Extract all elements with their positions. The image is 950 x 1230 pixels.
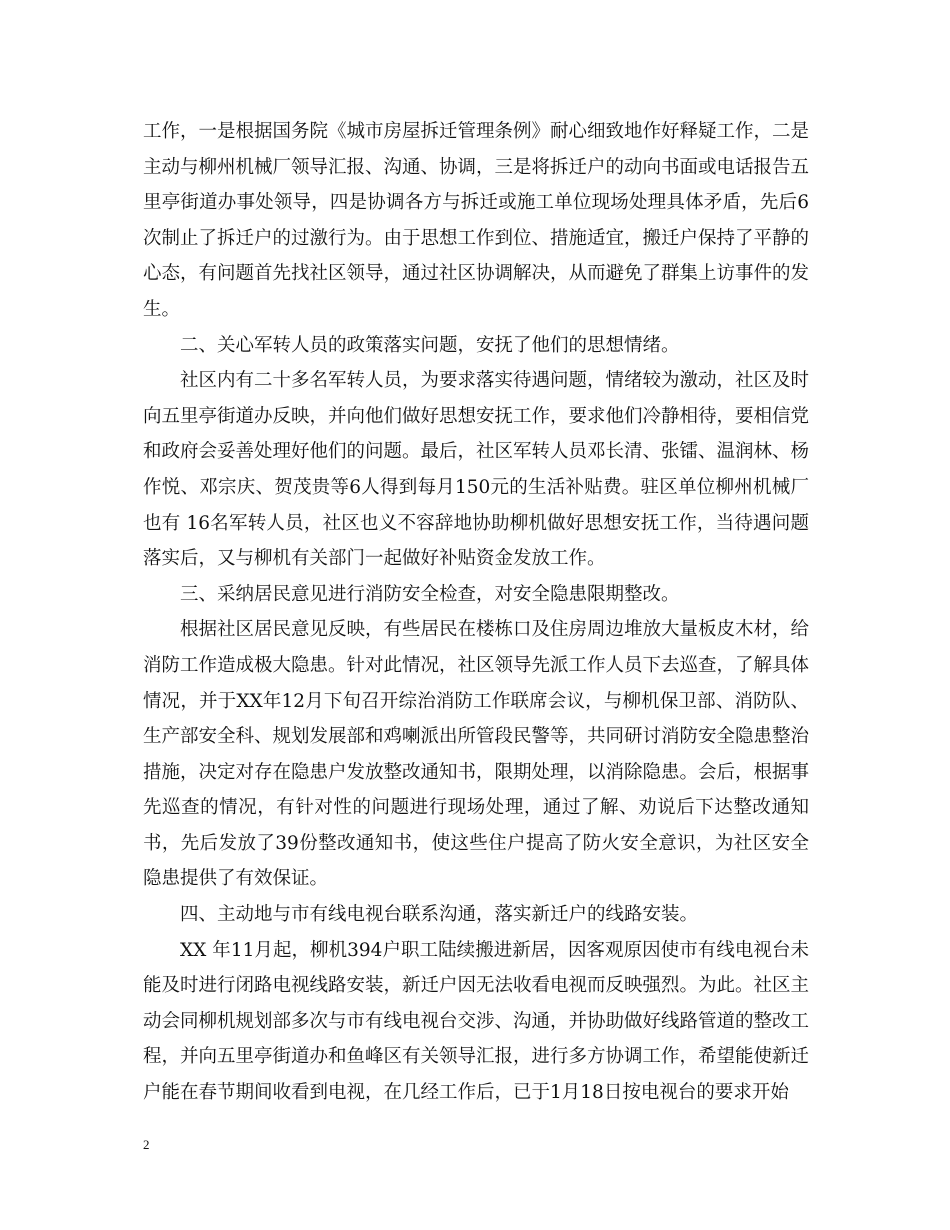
paragraph-veterans: 社区内有二十多名军转人员，为要求落实待遇问题，情绪较为激动，社区及时向五里亭街道办反映，并向他们做好思想安抚工作，要求他们冷静相待，要相信党和政府会妥善处理好他们的问题。最后，社区军转人员邓长清、张镭、温润林、杨作悦、邓宗庆、贺茂贵等6人得到每月150元的生活补贴费。驻区单位柳州机械厂也有 16名军转人员，社区也义不容辞地协助柳机做好思想安抚工作，当待遇问题落实后，又与柳机有关部门一起做好补贴资金发放工作。 <box>143 370 810 570</box>
paragraph-continuation: 工作，一是根据国务院《城市房屋拆迁管理条例》耐心细致地作好释疑工作，二是主动与柳州机械厂领导汇报、沟通、协调，三是将拆迁户的动向书面或电话报告五里亭街道办事处领导，四是协调各方与拆迁或施工单位现场处理具体矛盾，先后6次制止了拆迁户的过激行为。由于思想工作到位、措施适宜，搬迁户保持了平静的心态，有问题首先找社区领导，通过社区协调解决，从而避免了群集上访事件的发生。 <box>143 121 810 320</box>
section-heading-3: 三、采纳居民意见进行消防安全检查，对安全隐患限期整改。 <box>180 583 680 605</box>
page-number: 2 <box>143 1137 150 1152</box>
section-heading-4: 四、主动地与市有线电视台联系沟通，落实新迁户的线路安装。 <box>180 904 699 926</box>
document-body <box>143 114 809 1111</box>
section-heading-2: 二、关心军转人员的政策落实问题，安抚了他们的思想情绪。 <box>180 334 680 356</box>
paragraph-fire-safety: 根据社区居民意见反映，有些居民在楼栋口及住房周边堆放大量板皮木材，给消防工作造成极大隐患。针对此情况，社区领导先派工作人员下去巡查，了解具体情况，并于XX年12月下旬召开综治消防工作联席会议，与柳机保卫部、消防队、生产部安全科、规划发展部和鸡喇派出所管段民警等，共同研讨消防安全隐患整治措施，决定对存在隐患户发放整改通知书，限期处理，以消除隐患。会后，根据事先巡查的情况，有针对性的问题进行现场处理，通过了解、劝说后下达整改通知书，先后发放了39份整改通知书，使这些住户提高了防火安全意识，为社区安全隐患提供了有效保证。 <box>143 619 810 890</box>
paragraph-cable-tv: XX 年11月起，柳机394户职工陆续搬进新居，因客观原因使市有线电视台未能及时进行闭路电视线路安装，新迁户因无法收看电视而反映强烈。为此。社区主动会同柳机规划部多次与市有线电视台交涉、沟通，并协助做好线路管道的整改工程，并向五里亭街道办和鱼峰区有关领导汇报，进行多方协调工作，希望能使新迁户能在春节期间收看到电视，在几经工作后，已于1月18日按电视台的要求开始 <box>143 939 810 1104</box>
